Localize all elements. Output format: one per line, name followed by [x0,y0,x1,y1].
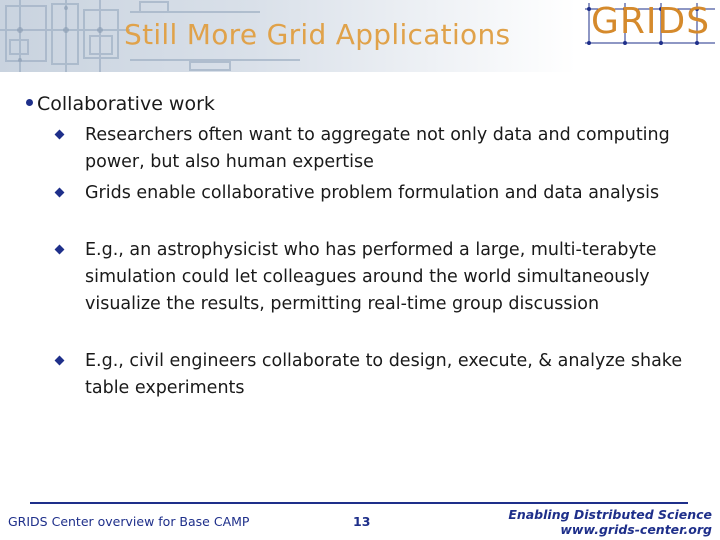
footer-tagline [508,507,712,537]
bullet-dot-icon [26,99,33,106]
header-banner [0,0,720,72]
section-heading [26,93,215,115]
footer-url: www.grids-center.org [560,522,712,537]
logo-text: GRIDS [591,1,711,42]
grids-logo [585,3,717,47]
footer-tagline-line1: Enabling Distributed Science [508,507,712,522]
bullet-item: E.g., civil engineers collaborate to design, execute, & analyze shake table experiments [85,351,683,398]
footer-divider [30,502,688,504]
bullet-item: Researchers often want to aggregate not only data and computing power, but also human expertise [85,125,670,172]
footer-caption: GRIDS Center overview for Base CAMP [8,514,250,529]
diamond-bullet-icon [55,130,65,140]
bullet-item: Grids enable collaborative problem formulation and data analysis [85,183,660,203]
heading-text: Collaborative work [37,93,215,115]
bullet-item: E.g., an astrophysicist who has performed a large, multi-terabyte simulation could let colleagues around the world simultaneously visualize the results, permitting real-time group discussion [85,240,657,314]
diamond-bullet-icon [55,188,65,198]
slide-title: Still More Grid Applications [124,18,511,51]
page-number: 13 [353,514,371,529]
diamond-bullet-icon [55,245,65,255]
diamond-bullet-icon [55,356,65,366]
